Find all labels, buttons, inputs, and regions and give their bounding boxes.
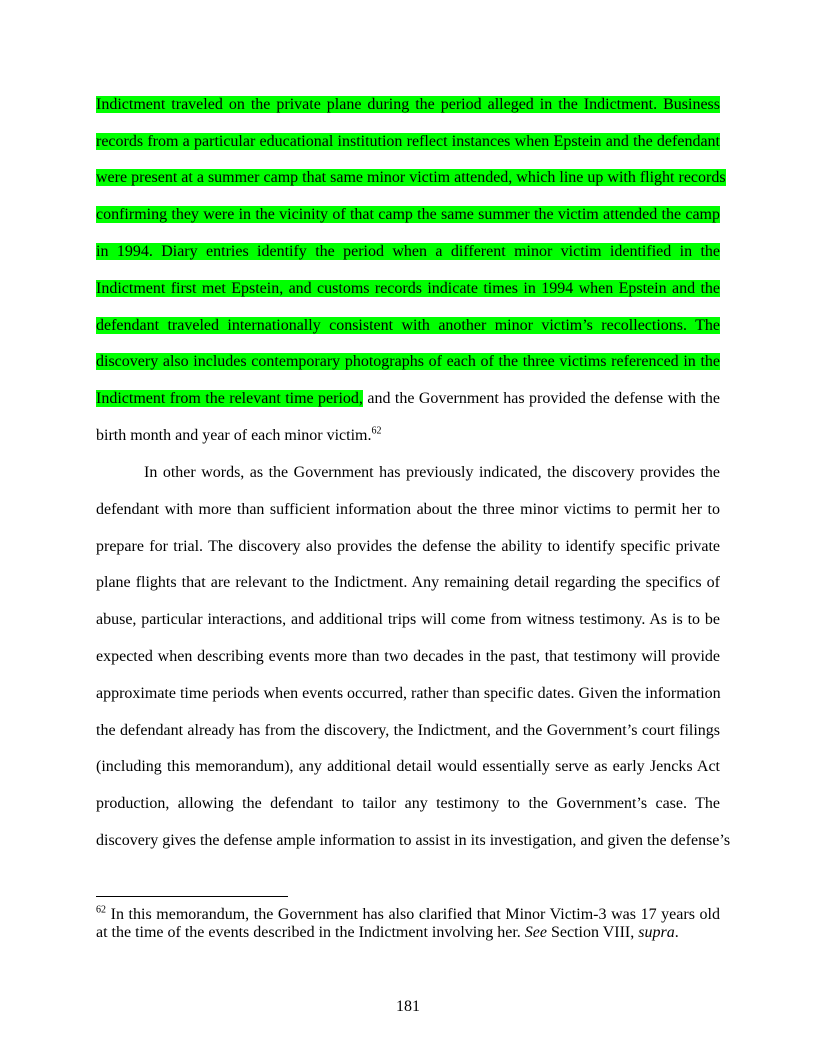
body-line bbox=[96, 425, 720, 447]
highlighted-text: Indictment first met Epstein, and customs records indicate times in 1994 when Epstein and the bbox=[96, 280, 720, 297]
footnote-signal-supra: supra bbox=[638, 924, 675, 941]
footnote-text: at the time of the events described in the Indictment involving her. bbox=[96, 924, 525, 941]
body-line bbox=[96, 241, 720, 263]
body-text: plane flights that are relevant to the Indictment. Any remaining detail regarding the specifics of bbox=[96, 574, 720, 591]
page-number: 181 bbox=[396, 998, 420, 1015]
body-line bbox=[96, 646, 720, 668]
footnote-text: In this memorandum, the Government has also clarified that Minor Victim-3 was 17 years old bbox=[106, 906, 720, 923]
body-line bbox=[96, 131, 720, 153]
body-text: production, allowing the defendant to tailor any testimony to the Government’s case. The bbox=[96, 795, 720, 812]
footnote-separator bbox=[96, 896, 288, 897]
highlighted-text: confirming they were in the vicinity of that camp the same summer the victim attended the camp bbox=[96, 206, 720, 223]
footnote-text: Section VIII, bbox=[546, 924, 639, 941]
highlighted-text: were present at a summer camp that same minor victim attended, which line up with flight records bbox=[96, 169, 726, 186]
body-text: approximate time periods when events occurred, rather than specific dates. Given the information bbox=[96, 685, 721, 702]
highlighted-text: Indictment from the relevant time period, bbox=[96, 390, 363, 407]
body-text: defendant with more than sufficient information about the three minor victims to permit her to bbox=[96, 501, 720, 518]
highlighted-text: discovery also includes contemporary photographs of each of the three victims referenced in the bbox=[96, 353, 720, 370]
body-line bbox=[96, 204, 720, 226]
footnote-line bbox=[96, 924, 720, 942]
body-line bbox=[96, 315, 720, 337]
body-text: birth month and year of each minor victim. bbox=[96, 427, 372, 444]
body-line bbox=[96, 683, 720, 705]
body-text: In other words, as the Government has previously indicated, the discovery provides the bbox=[144, 464, 720, 481]
body-line bbox=[96, 278, 720, 300]
body-text: and the Government has provided the defense with the bbox=[362, 390, 721, 407]
body-text: (including this memorandum), any additional detail would essentially serve as early Jencks Act bbox=[96, 758, 720, 775]
highlighted-text: defendant traveled internationally consistent with another minor victim’s recollections. The bbox=[96, 317, 720, 334]
footnote-signal-see: See bbox=[524, 924, 547, 941]
body-line bbox=[96, 756, 720, 778]
body-line bbox=[96, 351, 720, 373]
body-line bbox=[96, 609, 720, 631]
body-line bbox=[96, 94, 720, 116]
highlighted-text: records from a particular educational institution reflect instances when Epstein and the defendant bbox=[96, 133, 720, 150]
body-line bbox=[96, 167, 726, 189]
body-line bbox=[96, 720, 720, 742]
highlighted-text: Indictment traveled on the private plane during the period alleged in the Indictment. Business bbox=[96, 96, 720, 113]
footnote-line bbox=[96, 906, 720, 924]
body-line bbox=[96, 572, 720, 594]
body-line bbox=[96, 793, 720, 815]
body-text: prepare for trial. The discovery also provides the defense the ability to identify specific private bbox=[96, 538, 720, 555]
body-text: the defendant already has from the discovery, the Indictment, and the Government’s court filings bbox=[96, 722, 720, 739]
body-line bbox=[96, 462, 720, 484]
highlighted-text: in 1994. Diary entries identify the period when a different minor victim identified in the bbox=[96, 243, 720, 260]
footnote-text: . bbox=[674, 924, 679, 941]
body-line bbox=[96, 830, 731, 852]
body-line bbox=[96, 388, 720, 410]
body-line bbox=[96, 499, 720, 521]
footnote-reference[interactable]: 62 bbox=[371, 425, 382, 437]
body-line bbox=[96, 536, 720, 558]
footnote-marker: 62 bbox=[96, 904, 106, 916]
body-text: expected when describing events more than two decades in the past, that testimony will provide bbox=[96, 648, 720, 665]
body-text: discovery gives the defense ample information to assist in its investigation, and given the defense’s bbox=[96, 832, 731, 849]
body-text: abuse, particular interactions, and additional trips will come from witness testimony. As is to be bbox=[96, 611, 720, 628]
